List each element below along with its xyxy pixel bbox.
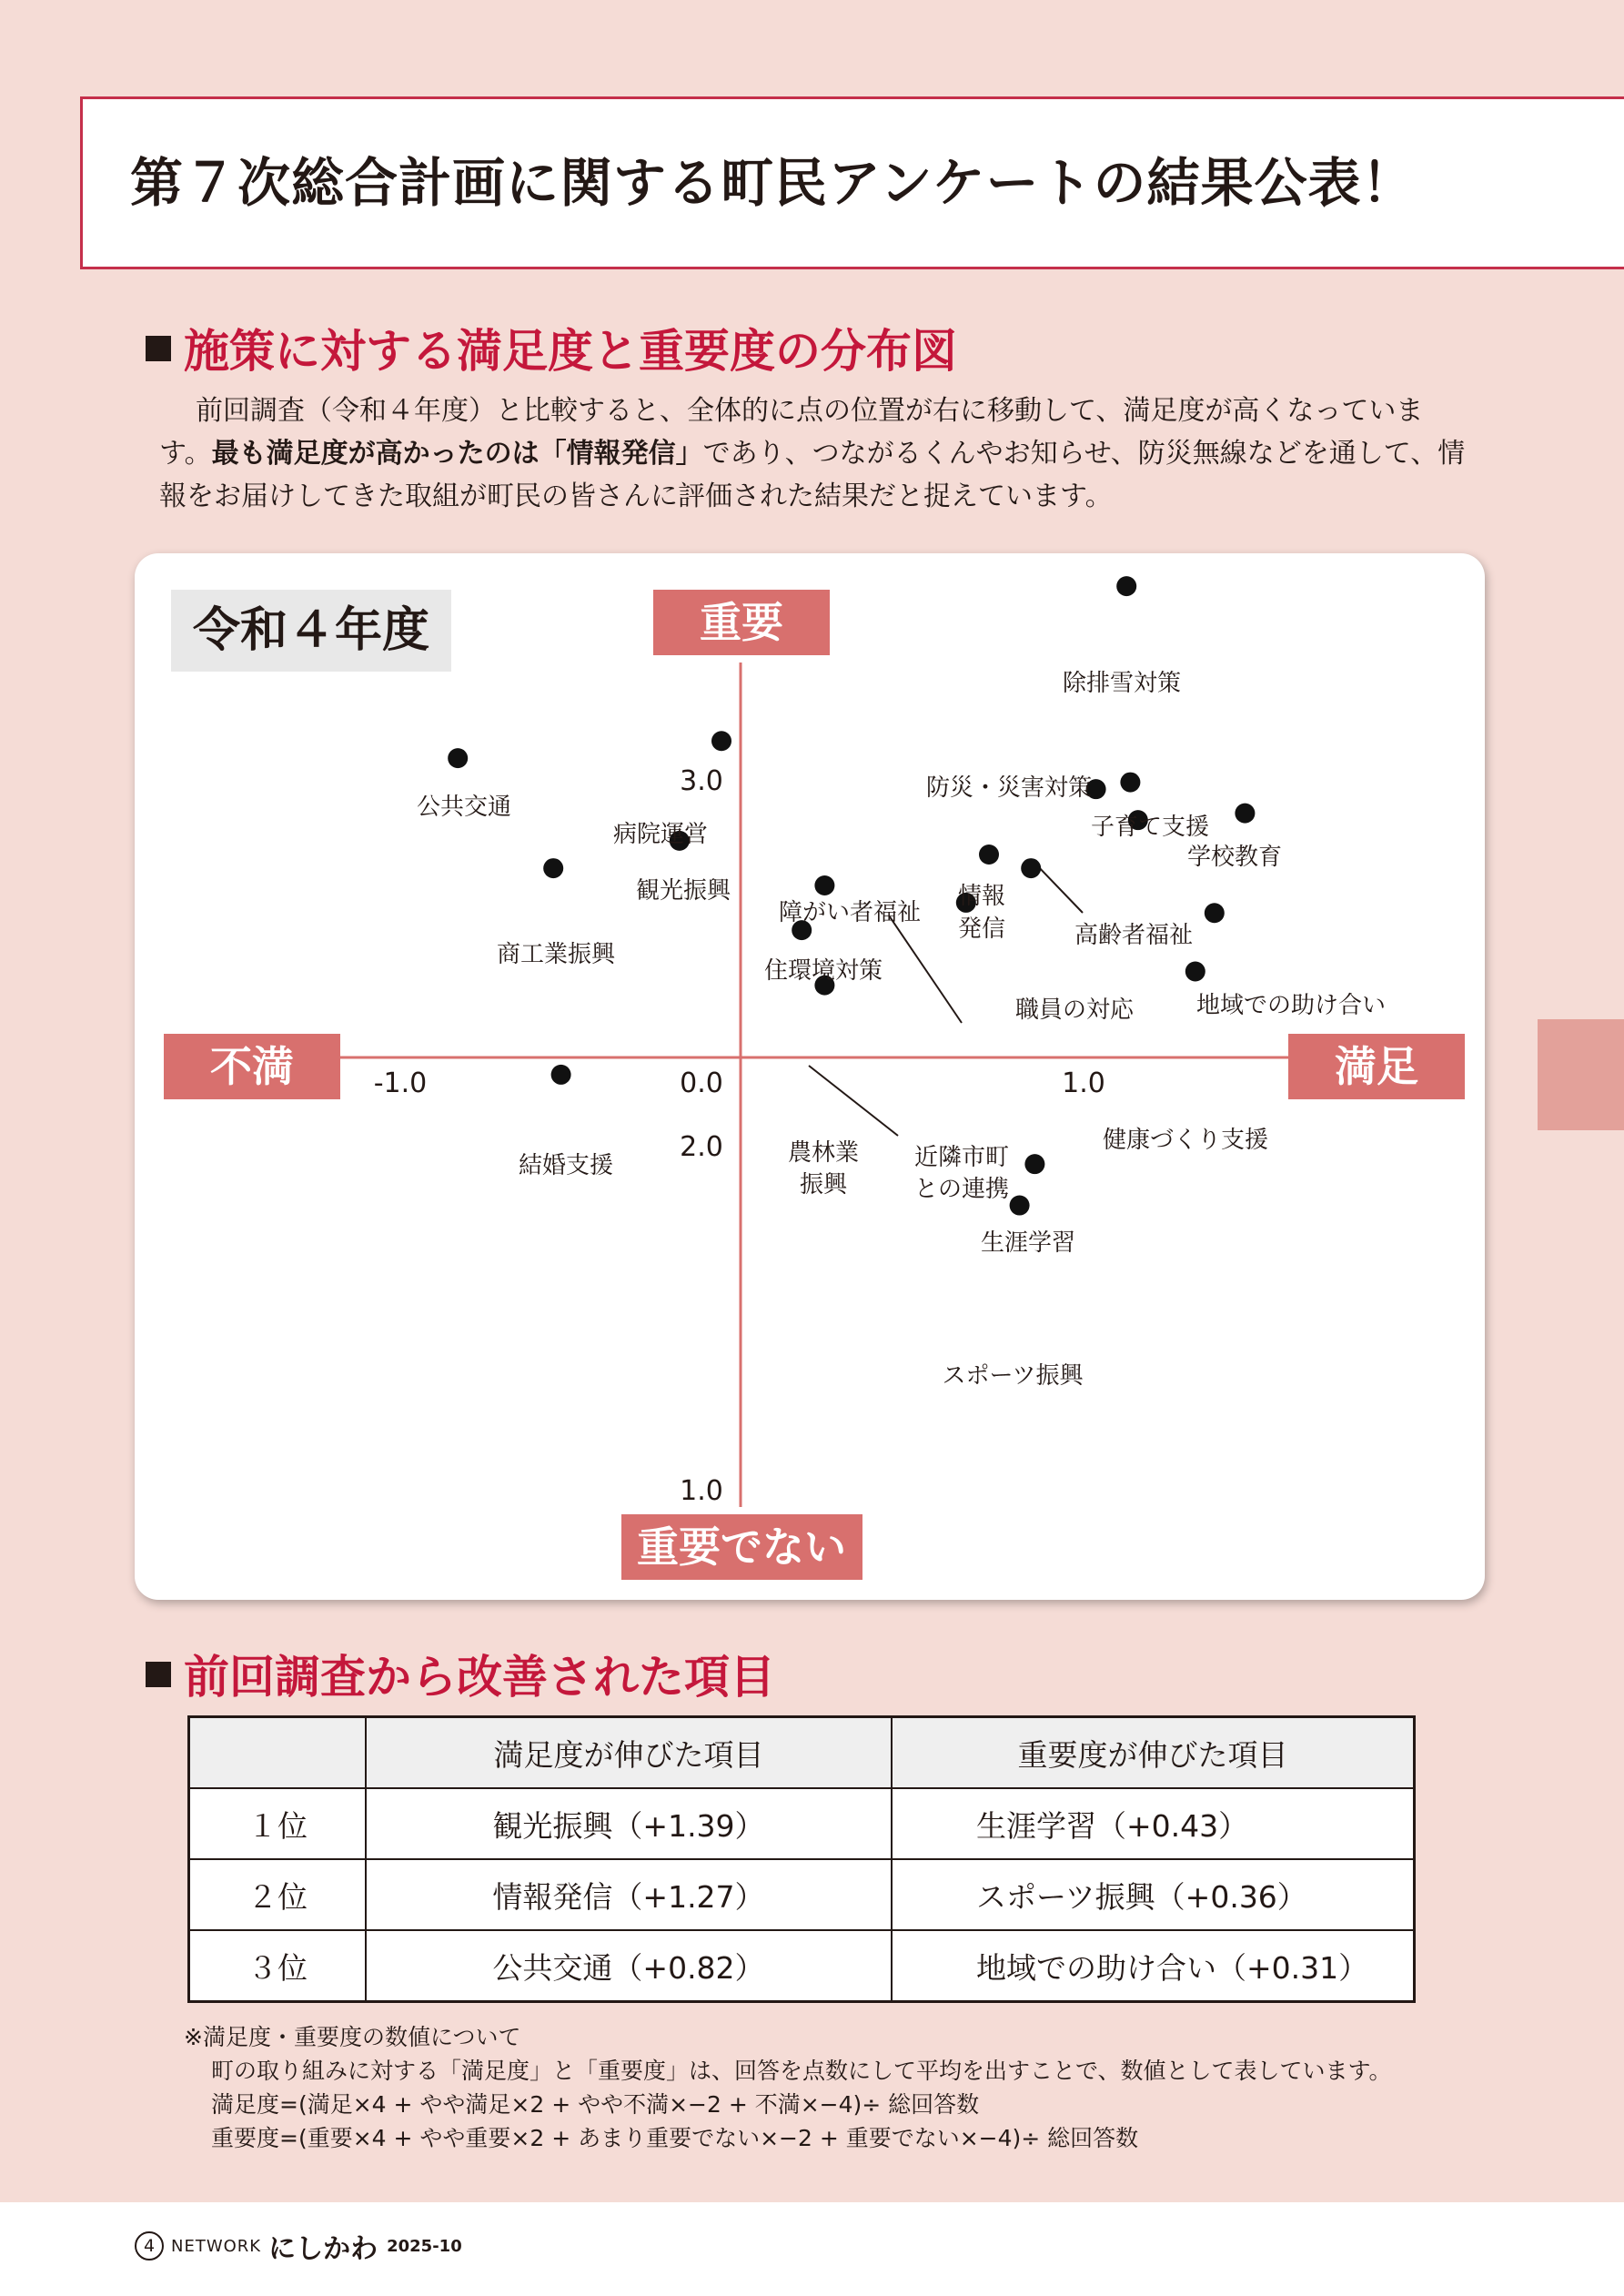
magazine-label: NETWORK — [171, 2236, 262, 2256]
point-label: 住環境対策 — [763, 957, 883, 985]
data-point — [711, 731, 731, 751]
importance-cell: スポーツ振興（+0.36） — [892, 1859, 1415, 1930]
data-point — [814, 875, 834, 895]
point-label: 健康づくり支援 — [1102, 1127, 1269, 1154]
rank-cell: ３位 — [189, 1930, 367, 2002]
data-point — [1024, 1154, 1044, 1174]
point-label: 公共交通 — [416, 794, 512, 821]
page-number: 4 — [135, 2231, 164, 2261]
point-label: 職員の対応 — [1014, 996, 1135, 1024]
axis-label-satisfied: 満足 — [1335, 1042, 1418, 1091]
point-label: 防災・災害対策 — [925, 774, 1093, 802]
point-label: 障がい者福祉 — [778, 899, 922, 926]
notes-heading: ※満足度・重要度の数値について — [184, 2024, 521, 2050]
footer — [135, 2230, 462, 2265]
data-point — [1120, 773, 1140, 793]
y-tick-label: 3.0 — [680, 765, 723, 797]
x-tick-label: 0.0 — [680, 1067, 723, 1099]
data-point — [448, 748, 468, 768]
point-label: スポーツ振興 — [942, 1362, 1084, 1390]
data-point — [1021, 858, 1041, 878]
point-label: 高齢者福祉 — [1074, 922, 1194, 949]
section-heading-improved — [146, 1641, 775, 1706]
scatter-chart — [135, 553, 1485, 1600]
table-row — [189, 1930, 1415, 2002]
point-label: 観光振興 — [635, 877, 731, 905]
point-label: との連携 — [913, 1176, 1010, 1203]
y-tick-label: 1.0 — [680, 1475, 723, 1507]
axis-label-not-important: 重要でない — [637, 1522, 846, 1572]
point-label: 発信 — [957, 915, 1006, 943]
magazine-name: にしかわ — [268, 2233, 378, 2265]
point-label-group — [417, 670, 1386, 1390]
point-label: 近隣市町 — [913, 1144, 1010, 1171]
data-point — [551, 1065, 571, 1085]
data-point — [1235, 804, 1255, 824]
y-tick-label: 2.0 — [680, 1131, 723, 1163]
rank-cell: ２位 — [189, 1859, 367, 1930]
year-badge: 令和４年度 — [171, 590, 451, 672]
improved-items-table — [187, 1715, 1416, 2003]
point-label: 除排雪対策 — [1062, 670, 1182, 697]
satisfaction-cell: 観光振興（+1.39） — [366, 1788, 892, 1859]
intro-text-bold: 最も満足度が高かったのは「情報発信」 — [211, 438, 703, 470]
issue-date: 2025-10 — [387, 2236, 462, 2256]
table-header-cell: 満足度が伸びた項目 — [366, 1717, 892, 1789]
axis-label-dissatisfied: 不満 — [210, 1042, 294, 1091]
leader-line — [1034, 863, 1083, 913]
data-point — [1116, 576, 1136, 596]
satisfaction-cell: 情報発信（+1.27） — [366, 1859, 892, 1930]
data-point — [543, 858, 563, 878]
notes-line: 満足度=(満足×4 + やや満足×2 + やや不満×−2 + 不満×−4)÷ 総回答数 — [211, 2091, 980, 2118]
importance-cell: 生涯学習（+0.43） — [892, 1788, 1415, 1859]
point-label: 子育て支援 — [1090, 814, 1210, 841]
intro-text-1: 前回調査（令和４年度）と比較すると、全体的に点の位置が右に移動して、満足度が高くなっています。 — [159, 395, 1424, 470]
importance-cell: 地域での助け合い（+0.31） — [892, 1930, 1415, 2002]
point-label: 生涯学習 — [980, 1229, 1076, 1257]
intro-paragraph — [159, 389, 1469, 518]
page-title: 第７次総合計画に関する町民アンケートの結果公表！ — [130, 152, 1416, 214]
title-box — [80, 96, 1624, 269]
point-label: 地域での助け合い — [1195, 992, 1387, 1019]
data-point — [1205, 903, 1225, 923]
data-point — [1010, 1196, 1030, 1216]
leader-line — [889, 915, 962, 1023]
point-label: 商工業振興 — [496, 941, 616, 968]
section-heading-text: 前回調査から改善された項目 — [184, 1651, 775, 1704]
rank-cell: １位 — [189, 1788, 367, 1859]
table-row — [189, 1859, 1415, 1930]
section-heading-text: 施策に対する満足度と重要度の分布図 — [184, 325, 957, 378]
intro-text-2: であり、つながるくんやお知らせ、防災無線などを通して、情報をお届けしてきた取組が町民の皆さんに評価された結果だと捉えています。 — [159, 438, 1466, 512]
table-header-cell — [189, 1717, 367, 1789]
data-point — [979, 845, 999, 865]
scatter-chart-card — [135, 553, 1485, 1600]
x-tick-label: 1.0 — [1062, 1067, 1105, 1099]
axis-label-important: 重要 — [700, 598, 783, 647]
notes-block — [184, 2020, 1392, 2155]
leader-line — [809, 1066, 898, 1136]
square-bullet-icon — [146, 1662, 171, 1687]
point-label: 情報 — [957, 883, 1006, 910]
table-header-row — [189, 1717, 1415, 1789]
point-label: 農林業 — [787, 1139, 860, 1167]
point-label: 学校教育 — [1186, 844, 1283, 871]
data-point — [1185, 962, 1205, 982]
index-tab — [1538, 1019, 1624, 1130]
satisfaction-cell: 公共交通（+0.82） — [366, 1930, 892, 2002]
section-heading-distribution — [146, 315, 957, 380]
x-tick-label: -1.0 — [373, 1067, 428, 1099]
point-label: 結婚支援 — [518, 1152, 614, 1179]
point-label: 病院運営 — [612, 821, 709, 848]
notes-line: 重要度=(重要×4 + やや重要×2 + あまり重要でない×−2 + 重要でない×−4)÷ 総回答数 — [211, 2125, 1139, 2151]
point-label: 振興 — [799, 1171, 848, 1199]
table-row — [189, 1788, 1415, 1859]
square-bullet-icon — [146, 336, 171, 361]
table-header-cell: 重要度が伸びた項目 — [892, 1717, 1415, 1789]
notes-line: 町の取り組みに対する「満足度」と「重要度」は、回答を点数にして平均を出すことで、数値として表しています。 — [211, 2058, 1392, 2084]
